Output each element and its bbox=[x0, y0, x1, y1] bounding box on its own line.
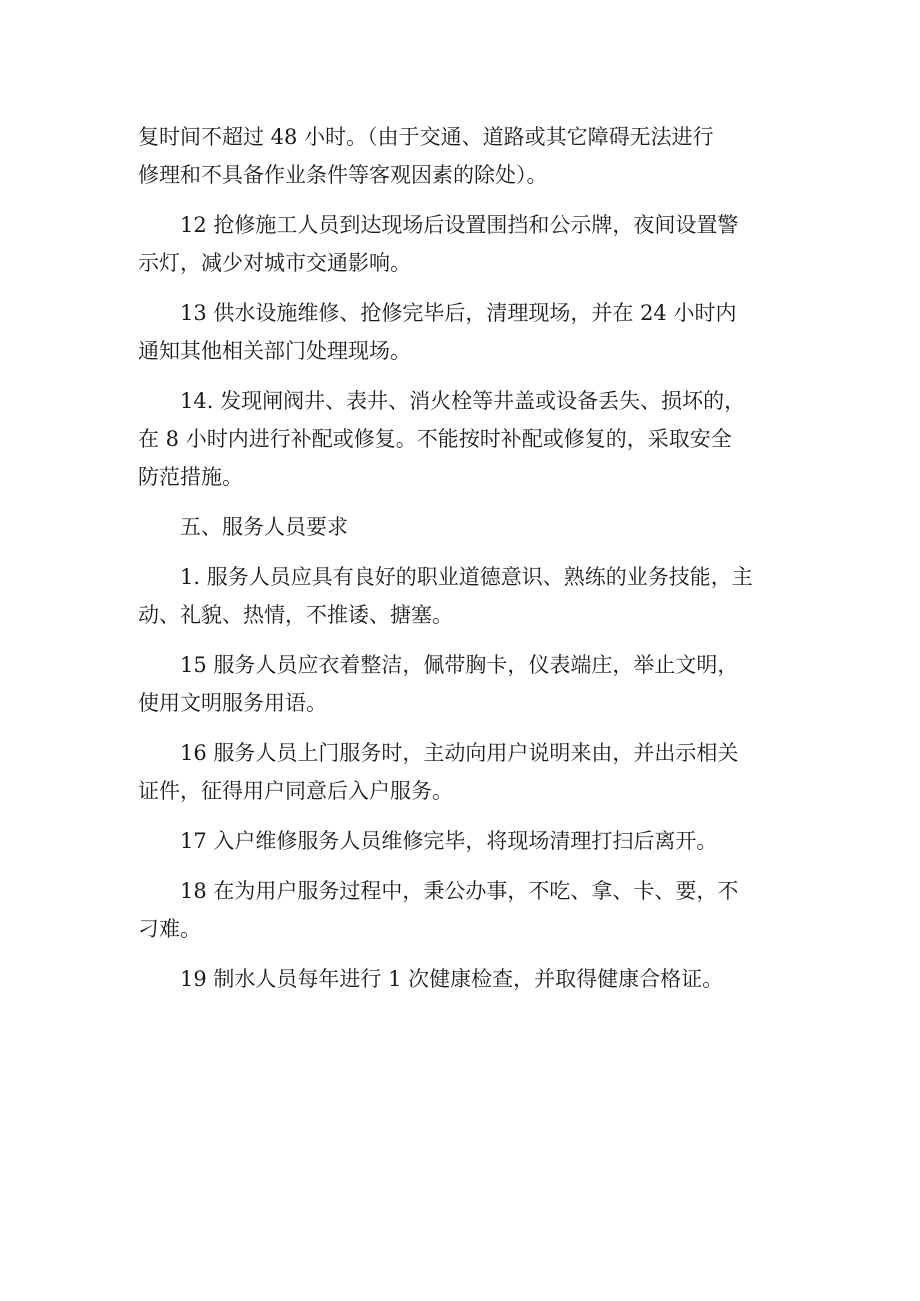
section-heading-5 bbox=[138, 508, 798, 546]
text-line: 14. 发现闸阀井、表井、消火栓等井盖或设备丢失、损坏的， bbox=[180, 389, 746, 413]
text-line: 复时间不超过 48 小时。（由于交通、道路或其它障碍无法进行 bbox=[138, 125, 714, 149]
text-line: 修理和不具备作业条件等客观因素的除处）。 bbox=[138, 163, 548, 187]
text-line: 证件，征得用户同意后入户服务。 bbox=[138, 779, 453, 803]
text-line: 五、服务人员要求 bbox=[180, 515, 348, 539]
paragraph-item-17 bbox=[138, 822, 798, 860]
paragraph-item-12 bbox=[138, 206, 798, 282]
text-line: 13 供水设施维修、抢修完毕后，清理现场，并在 24 小时内 bbox=[180, 301, 737, 325]
document-body bbox=[138, 118, 798, 1010]
text-line: 18 在为用户服务过程中，秉公办事，不吃、拿、卡、要，不 bbox=[180, 879, 739, 903]
paragraph-item-13 bbox=[138, 294, 798, 370]
text-line: 1. 服务人员应具有良好的职业道德意识、熟练的业务技能，主 bbox=[180, 565, 753, 589]
text-line: 在 8 小时内进行补配或修复。不能按时补配或修复的，采取安全 bbox=[138, 427, 732, 451]
text-line: 15 服务人员应衣着整洁，佩带胸卡，仪表端庄，举止文明， bbox=[180, 653, 739, 677]
text-line: 动、礼貌、热情，不推诿、搪塞。 bbox=[138, 603, 453, 627]
paragraph-item-1 bbox=[138, 558, 798, 634]
text-line: 使用文明服务用语。 bbox=[138, 691, 327, 715]
paragraph-item-18 bbox=[138, 872, 798, 948]
paragraph-item-14 bbox=[138, 382, 798, 496]
paragraph-continuation bbox=[138, 118, 798, 194]
text-line: 通知其他相关部门处理现场。 bbox=[138, 339, 411, 363]
paragraph-item-19 bbox=[138, 960, 798, 998]
text-line: 16 服务人员上门服务时，主动向用户说明来由，并出示相关 bbox=[180, 741, 739, 765]
paragraph-item-16 bbox=[138, 734, 798, 810]
text-line: 防范措施。 bbox=[138, 465, 243, 489]
paragraph-item-15 bbox=[138, 646, 798, 722]
text-line: 17 入户维修服务人员维修完毕，将现场清理打扫后离开。 bbox=[180, 829, 718, 853]
text-line: 19 制水人员每年进行 1 次健康检查，并取得健康合格证。 bbox=[180, 967, 724, 991]
text-line: 刁难。 bbox=[138, 917, 201, 941]
text-line: 示灯，减少对城市交通影响。 bbox=[138, 251, 411, 275]
text-line: 12 抢修施工人员到达现场后设置围挡和公示牌，夜间设置警 bbox=[180, 213, 739, 237]
